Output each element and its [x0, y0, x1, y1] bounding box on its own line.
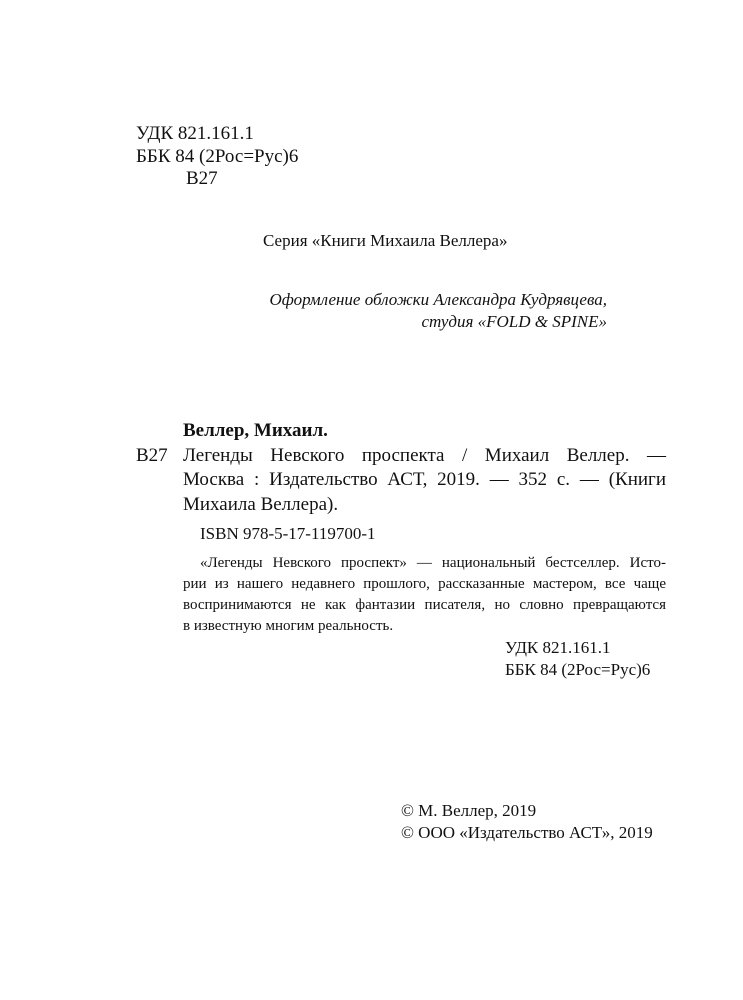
cover-design-line2: студия «FOLD & SPINE»: [421, 312, 607, 331]
isbn: ISBN 978-5-17-119700-1: [200, 524, 376, 543]
title-line3: Михаила Веллера).: [183, 494, 339, 515]
annotation-line3: воспринимаются не как фантазии писателя, но словно превращаются: [183, 597, 666, 613]
copyright-publisher: © ООО «Издательство АСТ», 2019: [401, 823, 653, 842]
title-line2: Москва : Издательство АСТ, 2019. — 352 с. — (Книги: [183, 469, 666, 490]
series-line: Серия «Книги Михаила Веллера»: [263, 231, 508, 250]
author-mark-top: В27: [186, 168, 218, 189]
bbk-bottom: ББК 84 (2Рос=Рус)6: [505, 660, 651, 679]
annotation-line1: «Легенды Невского проспект» — национальный бестселлер. Исто-: [200, 555, 666, 571]
title-line1: Легенды Невского проспекта / Михаил Веллер. —: [183, 445, 666, 466]
udk-top: УДК 821.161.1: [136, 123, 254, 144]
bbk-top: ББК 84 (2Рос=Рус)6: [136, 146, 299, 167]
copyright-author: © М. Веллер, 2019: [401, 801, 537, 820]
author-heading: Веллер, Михаил.: [183, 420, 328, 441]
annotation-line4: в известную многим реальность.: [183, 618, 394, 634]
udk-bottom: УДК 821.161.1: [505, 638, 611, 657]
cover-design-line1: Оформление обложки Александра Кудрявцева,: [269, 290, 607, 309]
annotation-line2: рии из нашего недавнего прошлого, рассказанные мастером, все чаще: [183, 576, 666, 592]
author-mark-record: В27: [136, 445, 168, 466]
annotation: [183, 553, 666, 637]
